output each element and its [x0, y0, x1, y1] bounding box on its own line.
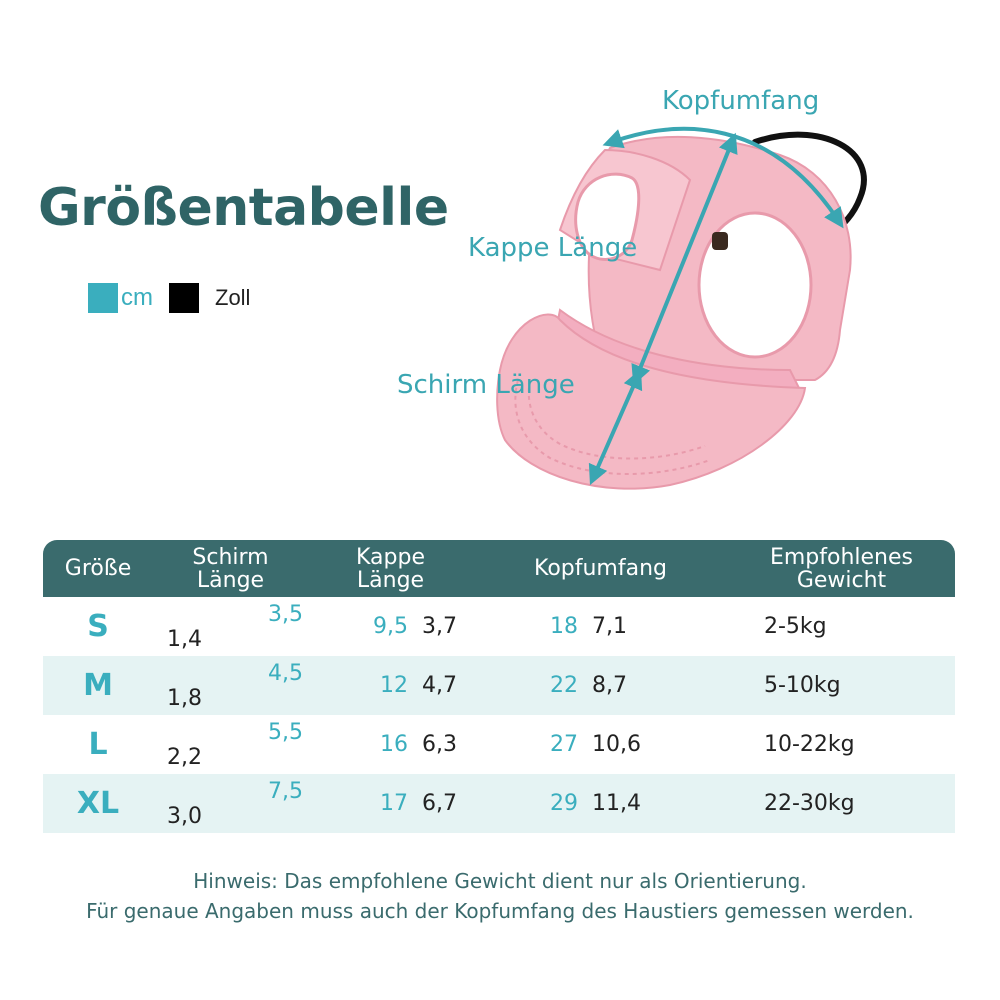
kappe-cell: 9,5 3,7	[373, 614, 457, 639]
header-kappe-laenge: Kappe Länge	[308, 540, 473, 597]
kopf-cell: 22 8,7	[473, 656, 728, 715]
header-kopfumfang: Kopfumfang	[473, 540, 728, 597]
schirm-cell: 7,53,0	[153, 774, 308, 833]
legend-zoll-label: Zoll	[215, 285, 251, 310]
gewicht-cell: 5-10kg	[728, 656, 955, 715]
hint-line-1: Hinweis: Das empfohlene Gewicht dient nur als Orientierung.	[193, 869, 807, 893]
kopf-cell: 27 10,6	[550, 732, 641, 757]
kappe-cell: 17 6,7	[308, 774, 473, 833]
header-schirm-laenge: Schirm Länge	[153, 540, 308, 597]
unit-legend	[88, 283, 250, 313]
schirm-cell: 5,52,2	[167, 719, 303, 770]
kappe-cell: 12 4,7	[308, 656, 473, 715]
hint-line-2: Für genaue Angaben muss auch der Kopfumfang des Haustiers gemessen werden.	[86, 899, 914, 923]
table-row	[43, 656, 955, 715]
kopf-cell: 29 11,4	[473, 774, 728, 833]
header-groesse: Größe	[43, 540, 153, 597]
table-row	[43, 597, 955, 656]
header-empfohlenes-gewicht: Empfohlenes Gewicht	[728, 540, 955, 597]
kappe-laenge-label: Kappe Länge	[468, 233, 638, 263]
schirm-laenge-label: Schirm Länge	[397, 370, 575, 400]
size-table	[43, 540, 955, 833]
size-cell: S	[87, 609, 109, 644]
hint-note	[0, 866, 1000, 926]
schirm-cell: 4,51,8	[153, 656, 308, 715]
gewicht-cell: 10-22kg	[764, 732, 855, 757]
size-cell: L	[88, 727, 108, 762]
size-cell: M	[43, 656, 153, 715]
table-header-row	[43, 540, 955, 597]
cap-illustration	[360, 80, 960, 520]
gewicht-cell: 2-5kg	[764, 614, 827, 639]
legend-cm-label: cm	[121, 284, 153, 311]
kopfumfang-label: Kopfumfang	[662, 86, 820, 116]
table-row	[43, 774, 955, 833]
table-row	[43, 715, 955, 774]
cm-swatch	[88, 283, 118, 313]
gewicht-cell: 22-30kg	[728, 774, 955, 833]
page-title: Größentabelle	[38, 178, 449, 238]
kappe-cell: 16 6,3	[380, 732, 457, 757]
size-cell: XL	[43, 774, 153, 833]
kopf-cell: 18 7,1	[550, 614, 627, 639]
schirm-cell: 3,51,4	[167, 601, 303, 652]
zoll-swatch	[169, 283, 199, 313]
